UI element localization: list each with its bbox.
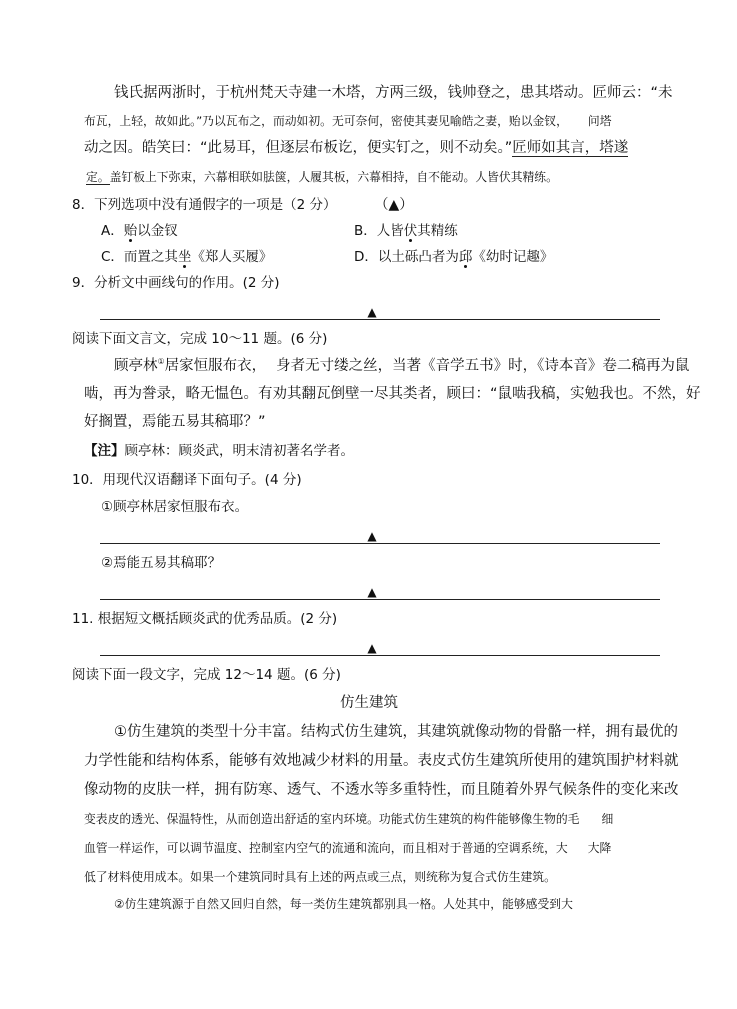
q10-sentence-2: ②焉能五易其稿耶？ xyxy=(101,555,222,571)
q8-option-d: D．以土砾凸者为邱《幼时记趣》 xyxy=(354,249,554,265)
q11-stem: 11. 根据短文概括顾炎武的优秀品质。(2 分) xyxy=(72,611,338,627)
q9-stem: 9．分析文中画线句的作用。(2 分) xyxy=(72,275,280,291)
passage3-p1-line1: ①仿生建筑的类型十分丰富。结构式仿生建筑，其建筑就像动物的骨骼一样，拥有最优的 xyxy=(114,724,678,740)
passage2-line2: 啮，再为誊录，略无愠色。有劝其翻瓦倒壁一尽其类者，顾曰：“鼠啮我稿，实勉我也。不然，好 xyxy=(84,386,701,402)
underlined-sentence: 匠师如其言，塔遂 xyxy=(512,140,629,156)
q10-answer1-line xyxy=(100,543,660,544)
section3-intro: 阅读下面一段文字，完成 12～14 题。(6 分) xyxy=(72,667,341,683)
q8-option-c: C．而置之其坐《郑人买履》 xyxy=(101,249,273,265)
passage3-p1-line5: 血管一样运作，可以调节温度、控制室内空气的流通和流向，而且相对于普通的空调系统，大 大降 xyxy=(84,841,612,855)
passage2-line1: 顾亭林①居家恒服布衣， 身者无寸缕之丝，当著《音学五书》时，《诗本音》卷二稿再为鼠 xyxy=(114,357,690,374)
q11-answer-line xyxy=(100,655,660,656)
q8-stem: 8．下列选项中没有通假字的一项是（2 分） （▲） xyxy=(72,197,414,213)
passage3-p1-line6: 低了材料使用成本。如果一个建筑同时具有上述的两点或三点，则统称为复合式仿生建筑。 xyxy=(84,870,556,884)
answer-triangle-icon: ▲ xyxy=(388,197,400,213)
q8-option-b: B．人皆伏其精练 xyxy=(354,223,458,239)
q9-answer-triangle-icon: ▲ xyxy=(367,305,377,319)
q11-answer-triangle-icon: ▲ xyxy=(367,641,377,655)
q10-answer1-triangle-icon: ▲ xyxy=(367,529,377,543)
section2-intro: 阅读下面文言文，完成 10～11 题。(6 分) xyxy=(72,331,328,347)
passage3-p1-line3: 像动物的皮肤一样，拥有防寒、透气、不透水等多重特性，而且随着外界气候条件的变化来改 xyxy=(84,782,679,798)
q8-option-a: A．贻以金钗 xyxy=(101,223,178,239)
annotation-note: 【注】顾亭林：顾炎武，明末清初著名学者。 xyxy=(84,443,354,459)
q9-answer-line xyxy=(100,319,660,320)
passage3-p1-line2: 力学性能和结构体系，能够有效地减少材料的用量。表皮式仿生建筑所使用的建筑围护材料就 xyxy=(84,753,679,769)
passage1-line3: 动之因。皓笑曰：“此易耳，但逐层布板讫，便实钉之，则不动矣。”匠师如其言，塔遂 xyxy=(84,140,629,156)
q10-answer2-line xyxy=(100,599,660,600)
q10-stem: 10．用现代汉语翻译下面句子。(4 分) xyxy=(72,472,302,488)
passage1-line4: 定。盖钉板上下弥束，六幕相联如胠箧，人履其板，六幕相持，自不能动。人皆伏其精练。 xyxy=(86,170,558,184)
passage1-line2: 布瓦，上轻，故如此。”乃以瓦布之，而动如初。无可奈何，密使其妻见喻皓之妻，贻以金钗， 问塔 xyxy=(84,114,612,128)
passage2-line3: 好搁置，焉能五易其稿耶？” xyxy=(84,414,266,430)
underlined-sentence-end: 定。 xyxy=(86,170,110,184)
passage3-p1-line4: 变表皮的透光、保温特性，从而创造出舒适的室内环境。功能式仿生建筑的构件能够像生物的毛 细 xyxy=(84,812,614,826)
passage3-p2-line1: ②仿生建筑源于自然又回归自然，每一类仿生建筑都别具一格。人处其中，能够感受到大 xyxy=(114,897,573,911)
passage1-line1: 钱氏据两浙时，于杭州梵天寺建一木塔，方两三级，钱帅登之，患其塔动。匠师云：“未 xyxy=(114,85,673,101)
article-title: 仿生建筑 xyxy=(340,695,398,711)
q10-sentence-1: ①顾亭林居家恒服布衣。 xyxy=(101,499,249,515)
q10-answer2-triangle-icon: ▲ xyxy=(367,585,377,599)
